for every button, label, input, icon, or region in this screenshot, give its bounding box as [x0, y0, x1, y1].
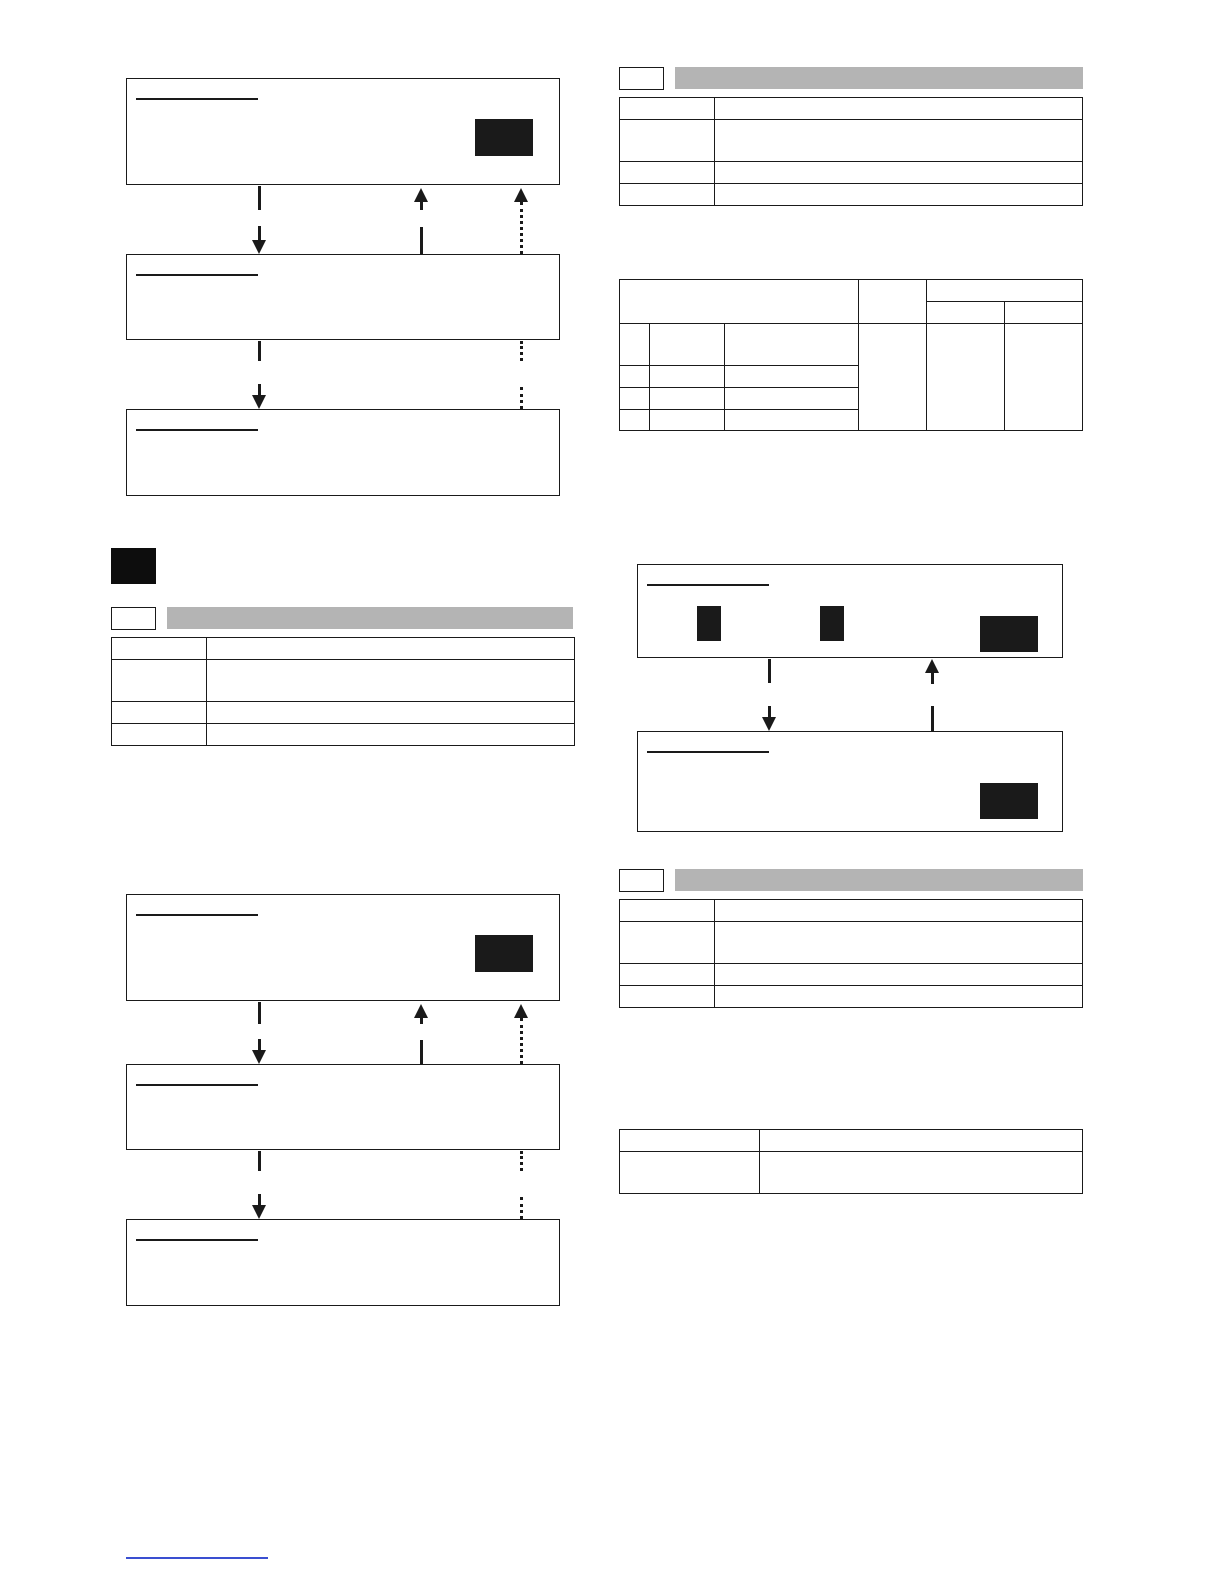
- arrow-up-icon: [514, 188, 528, 202]
- screen-title-underline: [136, 274, 258, 276]
- arrow-up-icon: [925, 659, 939, 673]
- screen-title-underline: [136, 98, 258, 100]
- table-cell: [620, 900, 715, 922]
- screen-action-button[interactable]: [475, 119, 533, 156]
- flow-arrow-up-line: [931, 706, 934, 731]
- flow-arrow-up-line: [420, 1040, 423, 1064]
- table-cell: [620, 98, 715, 120]
- table-cell: [725, 324, 859, 366]
- flow-arrow-down-line: [258, 1039, 261, 1050]
- table-cell: [620, 410, 650, 431]
- flow-arrow-up-line: [931, 672, 934, 684]
- lcd-screen-5: [126, 1064, 560, 1150]
- section-tag-box: [619, 869, 664, 892]
- flow-arrow-dotted-line: [520, 1151, 523, 1171]
- screen-title-underline: [136, 429, 258, 431]
- flow-arrow-up-line: [420, 1018, 423, 1024]
- screen-action-button[interactable]: [980, 616, 1038, 652]
- screen-action-button[interactable]: [475, 935, 533, 972]
- table-cell: [620, 1130, 760, 1152]
- table-cell: [715, 162, 1083, 184]
- table-cell: [620, 388, 650, 410]
- lcd-screen-6: [126, 1219, 560, 1306]
- flow-arrow-up-line: [420, 202, 423, 210]
- table-cell: [715, 900, 1083, 922]
- right-info-table-1: [619, 97, 1083, 206]
- section-tag-box: [111, 607, 156, 630]
- table-cell: [620, 324, 650, 366]
- table-row: [620, 1152, 1083, 1194]
- key-1-button[interactable]: [697, 606, 721, 641]
- screen-title-underline: [647, 584, 769, 586]
- table-row: [620, 324, 1083, 366]
- flow-arrow-down-line: [258, 186, 261, 210]
- table-cell: [112, 638, 207, 660]
- table-cell: [620, 964, 715, 986]
- section-heading-bar: [675, 67, 1083, 89]
- arrow-up-icon: [414, 188, 428, 202]
- flow-arrow-down-line: [258, 341, 261, 361]
- table-cell: [725, 388, 859, 410]
- lcd-screen-7: [637, 564, 1063, 658]
- table-cell: [620, 922, 715, 964]
- footer-rule: [126, 1557, 268, 1559]
- table-cell: [725, 366, 859, 388]
- screen-title-underline: [136, 914, 258, 916]
- flow-arrow-down-line: [258, 226, 261, 240]
- table-cell: [760, 1152, 1083, 1194]
- table-cell-merged: [927, 324, 1005, 431]
- table-cell: [715, 986, 1083, 1008]
- screen-title-underline: [136, 1084, 258, 1086]
- table-cell: [715, 922, 1083, 964]
- table-cell: [620, 184, 715, 206]
- arrow-down-icon: [252, 1205, 266, 1219]
- flow-arrow-down-line: [258, 1151, 261, 1171]
- table-cell: [207, 724, 575, 746]
- flow-arrow-up-line: [420, 227, 423, 254]
- table-cell: [112, 724, 207, 746]
- table-cell: [112, 660, 207, 702]
- table-cell: [620, 986, 715, 1008]
- table-header-row: [620, 280, 1083, 302]
- table-row: [620, 900, 1083, 922]
- table-cell: [620, 120, 715, 162]
- table-row: [620, 120, 1083, 162]
- table-header-group: [927, 280, 1083, 302]
- left-info-table: [111, 637, 575, 746]
- table-cell: [620, 1152, 760, 1194]
- screen-title-underline: [136, 1239, 258, 1241]
- table-row: [112, 702, 575, 724]
- section-heading-bar: [167, 607, 573, 629]
- flow-arrow-dotted-line: [520, 1018, 523, 1064]
- table-row: [620, 922, 1083, 964]
- flow-arrow-dotted-line: [520, 387, 523, 409]
- lcd-screen-4: [126, 894, 560, 1001]
- flow-arrow-down-line: [258, 384, 261, 395]
- table-cell: [620, 366, 650, 388]
- flow-arrow-dotted-line: [520, 202, 523, 254]
- table-header-item: [620, 280, 859, 324]
- arrow-down-icon: [252, 1050, 266, 1064]
- arrow-up-icon: [514, 1004, 528, 1018]
- right-info-table-2: [619, 899, 1083, 1008]
- flow-arrow-down-line: [768, 659, 771, 683]
- lcd-screen-3: [126, 409, 560, 496]
- section-marker-block: [111, 548, 156, 584]
- table-row: [620, 964, 1083, 986]
- table-cell: [715, 184, 1083, 206]
- table-cell: [207, 702, 575, 724]
- section-tag-box: [619, 67, 664, 90]
- lcd-screen-2: [126, 254, 560, 340]
- table-cell: [725, 410, 859, 431]
- lcd-screen-8: [637, 731, 1063, 832]
- table-cell: [620, 162, 715, 184]
- table-cell: [207, 638, 575, 660]
- arrow-down-icon: [252, 395, 266, 409]
- table-cell: [715, 964, 1083, 986]
- table-cell-merged: [859, 324, 927, 431]
- arrow-down-icon: [252, 240, 266, 254]
- table-cell: [650, 410, 725, 431]
- table-row: [112, 724, 575, 746]
- table-cell: [715, 120, 1083, 162]
- table-row: [112, 660, 575, 702]
- table-row: [620, 162, 1083, 184]
- section-heading-bar: [675, 869, 1083, 891]
- right-spec-table: [619, 279, 1083, 431]
- table-cell: [650, 388, 725, 410]
- table-cell: [207, 660, 575, 702]
- right-small-table: [619, 1129, 1083, 1194]
- table-row: [620, 986, 1083, 1008]
- table-header-sub1: [927, 302, 1005, 324]
- lcd-screen-1: [126, 78, 560, 185]
- table-cell-merged: [1005, 324, 1083, 431]
- table-cell: [650, 324, 725, 366]
- table-cell: [650, 366, 725, 388]
- table-header-col2: [859, 280, 927, 324]
- table-row: [620, 1130, 1083, 1152]
- screen-action-button[interactable]: [980, 783, 1038, 819]
- arrow-up-icon: [414, 1004, 428, 1018]
- screen-title-underline: [647, 751, 769, 753]
- table-header-sub2: [1005, 302, 1083, 324]
- flow-arrow-down-line: [258, 1002, 261, 1024]
- table-cell: [112, 702, 207, 724]
- flow-arrow-dotted-line: [520, 341, 523, 361]
- key-2-button[interactable]: [820, 606, 844, 641]
- arrow-down-icon: [762, 717, 776, 731]
- table-row: [620, 98, 1083, 120]
- table-row: [112, 638, 575, 660]
- flow-arrow-down-line: [258, 1194, 261, 1205]
- flow-arrow-dotted-line: [520, 1197, 523, 1219]
- table-cell: [715, 98, 1083, 120]
- table-cell: [760, 1130, 1083, 1152]
- table-row: [620, 184, 1083, 206]
